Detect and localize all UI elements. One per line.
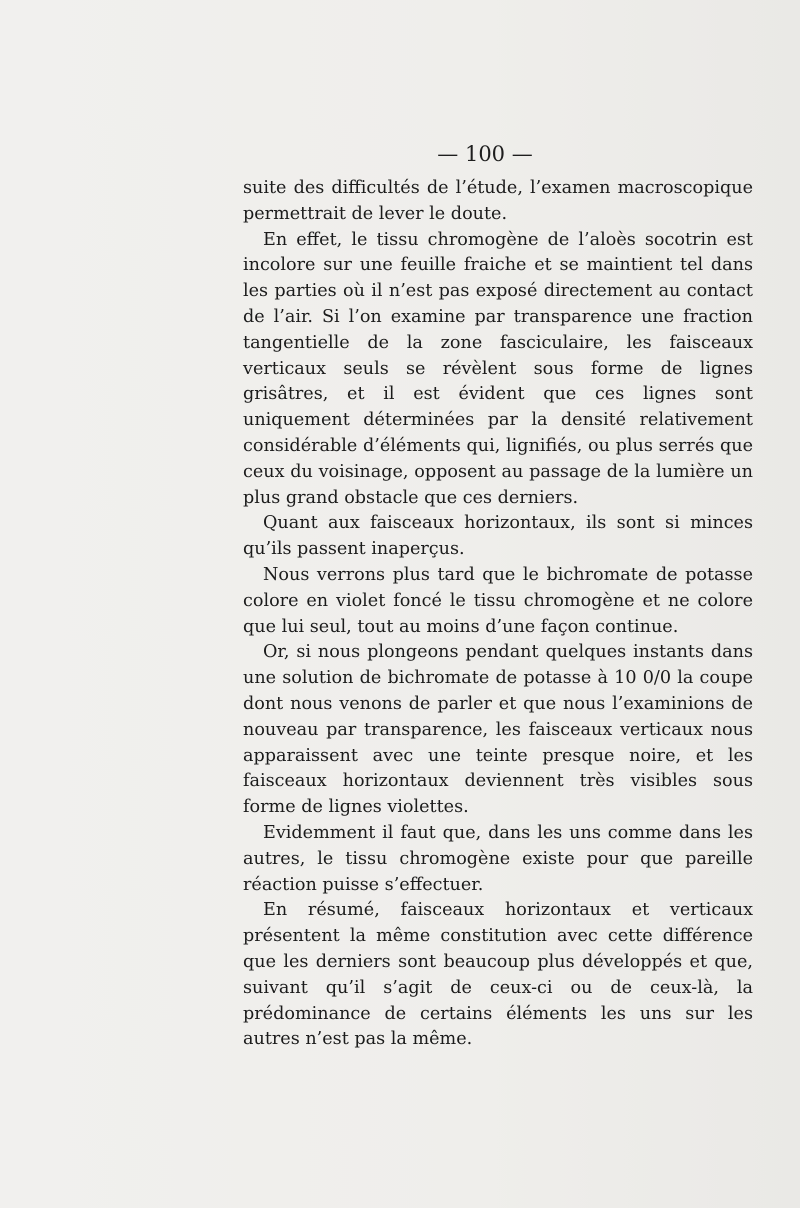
paragraph: Nous verrons plus tard que le bichromate de potasse colore en violet foncé le tissu chromogène et ne colore que lui seul, tout au moins d’une façon continue.	[243, 564, 753, 637]
paragraph: En résumé, faisceaux horizontaux et verticaux présentent la même constitution avec cette différence que les derniers sont beaucoup plus développés et que, suivant qu’il s’agit de ceux-ci ou de ceux-là, la prédominance de certains éléments les uns sur les autres n’est pas la même.	[243, 900, 753, 1050]
body-text	[243, 176, 753, 1053]
page-number: — 100 —	[437, 142, 533, 166]
paragraph: Or, si nous plongeons pendant quelques instants dans une solution de bichromate de potasse à 10 0/0 la coupe dont nous venons de parler et que nous l’examinions de nouveau par transparence, les faisceaux verticaux nous apparaissent avec une teinte presque noire, et les faisceaux horizontaux deviennent très visibles sous forme de lignes violettes.	[243, 642, 753, 818]
paragraph: suite des difficultés de l’étude, l’examen macroscopique permettrait de lever le doute.	[243, 178, 753, 224]
paragraph: En effet, le tissu chromogène de l’aloès socotrin est incolore sur une feuille fraiche et se maintient tel dans les parties où il n’est pas exposé directement au contact de l’air. Si l’on examine par transparence une fraction tangentielle de la zone fasciculaire, les faisceaux verticaux seuls se révèlent sous forme de lignes grisâtres, et il est évident que ces lignes sont uniquement déterminées par la densité relativement considérable d’éléments qui, lignifiés, ou plus serrés que ceux du voisinage, opposent au passage de la lumière un plus grand obstacle que ces derniers.	[243, 229, 753, 508]
paragraph: Evidemment il faut que, dans les uns comme dans les autres, le tissu chromogène existe pour que pareille réaction puisse s’effectuer.	[243, 822, 753, 895]
paragraph: Quant aux faisceaux horizontaux, ils sont si minces qu’ils passent inaperçus.	[243, 513, 753, 560]
